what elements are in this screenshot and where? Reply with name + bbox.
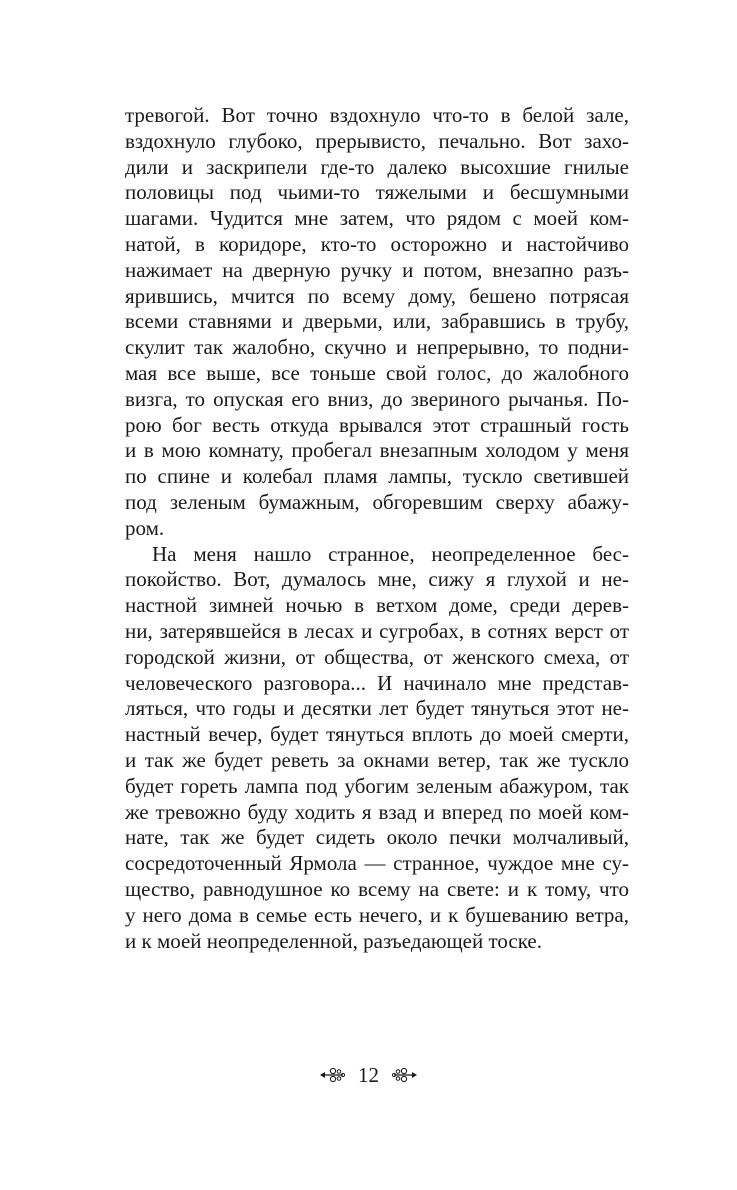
text-line: нажимает на дверную ручку и потом, внезапно разъ- (125, 257, 629, 282)
text-line: щество, равнодушное ко всему на свете: и к тому, что (125, 876, 629, 901)
text-line: и так же будет реветь за окнами ветер, так же тускло (125, 747, 629, 772)
text-line: городской жизни, от общества, от женского смеха, от (125, 644, 629, 669)
text-line: половицы под чьими-то тяжелыми и бесшумными (125, 180, 629, 205)
text-line: человеческого разговора... И начинало мне представ- (125, 670, 629, 695)
text-line: нате, так же будет сидеть около печки молчаливый, (125, 825, 629, 850)
text-line: ни, затерявшейся в лесах и сугробах, в сотнях верст от (125, 618, 629, 643)
text-line: покойство. Вот, думалось мне, сижу я глухой и не- (125, 567, 629, 592)
fleuron-right-icon (392, 1067, 418, 1083)
text-line: сосредоточенный Ярмола — странное, чуждое мне су- (125, 851, 629, 876)
text-line: На меня нашло странное, неопределенное бес- (152, 541, 629, 566)
text-line: и в мою комнату, пробегал внезапным холодом у меня (125, 438, 629, 463)
text-line: дили и заскрипели где-то далеко высохшие гнилые (125, 154, 629, 179)
text-line: у него дома в семье есть нечего, и к бушеванию ветра, (125, 902, 629, 927)
text-line: ляться, что годы и десятки лет будет тянуться этот не- (125, 696, 629, 721)
text-line: скулит так жалобно, скучно и непрерывно, то подни- (125, 335, 629, 360)
text-line: настный вечер, будет тянуться вплоть до моей смерти, (125, 722, 629, 747)
text-line: мая все выше, все тоньше свой голос, до жалобного (125, 360, 629, 385)
text-line: и к моей неопределенной, разъедающей тоске. (125, 928, 542, 953)
page-number: 12 (358, 1063, 379, 1088)
text-line: настной зимней ночью в ветхом доме, среди дерев- (125, 593, 629, 618)
text-line: рою бог весть откуда врывался этот страшный гость (125, 412, 629, 437)
text-line: по спине и колебал пламя лампы, тускло светившей (125, 464, 629, 489)
text-line: будет гореть лампа под убогим зеленым абажуром, так (125, 773, 629, 798)
text-line: всеми ставнями и дверьми, или, забравшись в трубу, (125, 309, 629, 334)
paragraph-2 (125, 542, 629, 955)
paragraph-1 (125, 103, 629, 542)
text-line: вздохнуло глубоко, прерывисто, печально. Вот захо- (125, 128, 629, 153)
book-page-body (125, 103, 629, 954)
text-line: тревогой. Вот точно вздохнуло что-то в белой зале, (125, 103, 629, 127)
text-line: под зеленым бумажным, обгоревшим сверху абажу- (125, 489, 629, 514)
text-line: шагами. Чудится мне затем, что рядом с моей ком- (125, 206, 629, 231)
text-line: ром. (125, 515, 165, 540)
text-line: ярившись, мчится по всему дому, бешено потрясая (125, 283, 629, 308)
text-line: же тревожно буду ходить я взад и вперед по моей ком- (125, 799, 629, 824)
fleuron-left-icon (319, 1067, 345, 1083)
text-line: визга, то опуская его вниз, до звериного рычанья. По- (125, 386, 629, 411)
page-number-footer (0, 1060, 737, 1088)
text-line: натой, в коридоре, кто-то осторожно и настойчиво (125, 231, 629, 256)
